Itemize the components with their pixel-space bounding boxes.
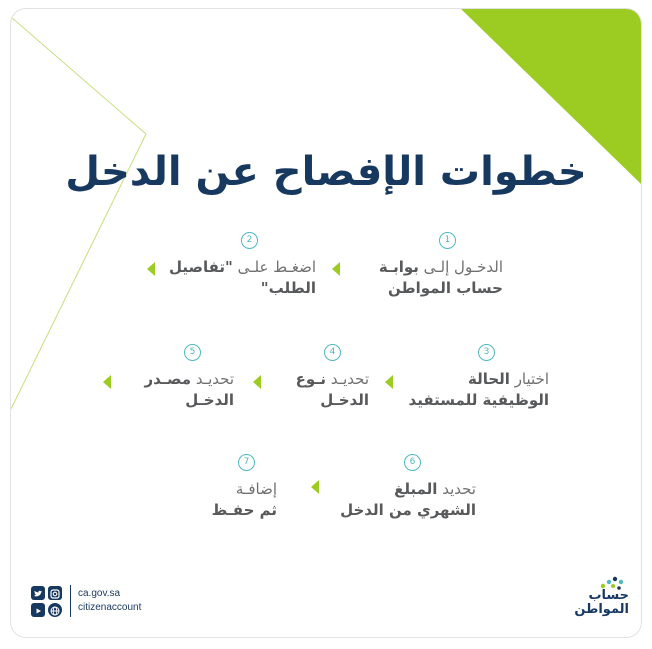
twitter-icon[interactable] — [31, 586, 45, 600]
step-6 — [340, 457, 476, 521]
line-chevron-decoration — [11, 9, 161, 429]
step-text-line1: الدخـول إلـى بوابـة — [378, 258, 503, 276]
step-text-line2: ثم حفـظ — [211, 501, 277, 519]
step-number: 4 — [324, 344, 341, 361]
social-handle[interactable]: citizenaccount — [78, 602, 142, 613]
step-text-line1: تحديد المبلغ — [394, 480, 476, 498]
step-2 — [168, 235, 316, 299]
step-text-line2: حساب المواطن — [387, 279, 503, 297]
instagram-icon[interactable] — [48, 586, 62, 600]
step-text-line2: الدخـل — [320, 391, 369, 409]
step-text-line2: الطلب" — [260, 279, 316, 297]
step-1 — [378, 235, 503, 299]
step-3 — [407, 347, 549, 411]
social-footer — [31, 583, 141, 619]
page-title: خطوات الإفصاح عن الدخل — [65, 149, 587, 195]
citizen-account-logo — [559, 575, 629, 623]
arrow-icon — [332, 262, 340, 276]
arrow-icon — [385, 375, 393, 389]
arrow-icon — [253, 375, 261, 389]
step-7 — [211, 457, 277, 521]
step-4 — [291, 347, 369, 411]
footer-divider — [70, 585, 71, 617]
step-number: 5 — [184, 344, 201, 361]
step-number: 6 — [404, 454, 421, 471]
arrow-icon — [311, 480, 319, 494]
infographic-card — [10, 8, 642, 638]
logo-line1: حساب — [588, 588, 629, 603]
step-text-line1: إضافـة — [235, 480, 277, 498]
step-text-line2: الشهري من الدخل — [340, 501, 476, 519]
step-number: 2 — [241, 232, 258, 249]
arrow-icon — [147, 262, 155, 276]
website-link[interactable]: ca.gov.sa — [78, 588, 121, 599]
step-text-line1: اضغـط علـى "تفاصيل — [168, 258, 316, 276]
globe-icon[interactable] — [48, 603, 62, 617]
social-icons — [31, 586, 62, 617]
step-text-line2: الدخـل — [185, 391, 234, 409]
step-number: 3 — [478, 344, 495, 361]
step-text-line1: اختيار الحالة — [467, 370, 549, 388]
logo-text — [574, 589, 629, 617]
step-text-line2: الوظيفية للمستفيد — [408, 391, 549, 409]
youtube-icon[interactable] — [31, 603, 45, 617]
step-text-line1: تحديـد نـوع — [295, 370, 369, 388]
arrow-icon — [103, 375, 111, 389]
step-number: 7 — [238, 454, 255, 471]
step-number: 1 — [439, 232, 456, 249]
footer-links — [78, 587, 141, 615]
step-text-line1: تحديـد مصـدر — [144, 370, 234, 388]
step-5 — [136, 347, 234, 411]
logo-line2: المواطن — [574, 602, 629, 617]
